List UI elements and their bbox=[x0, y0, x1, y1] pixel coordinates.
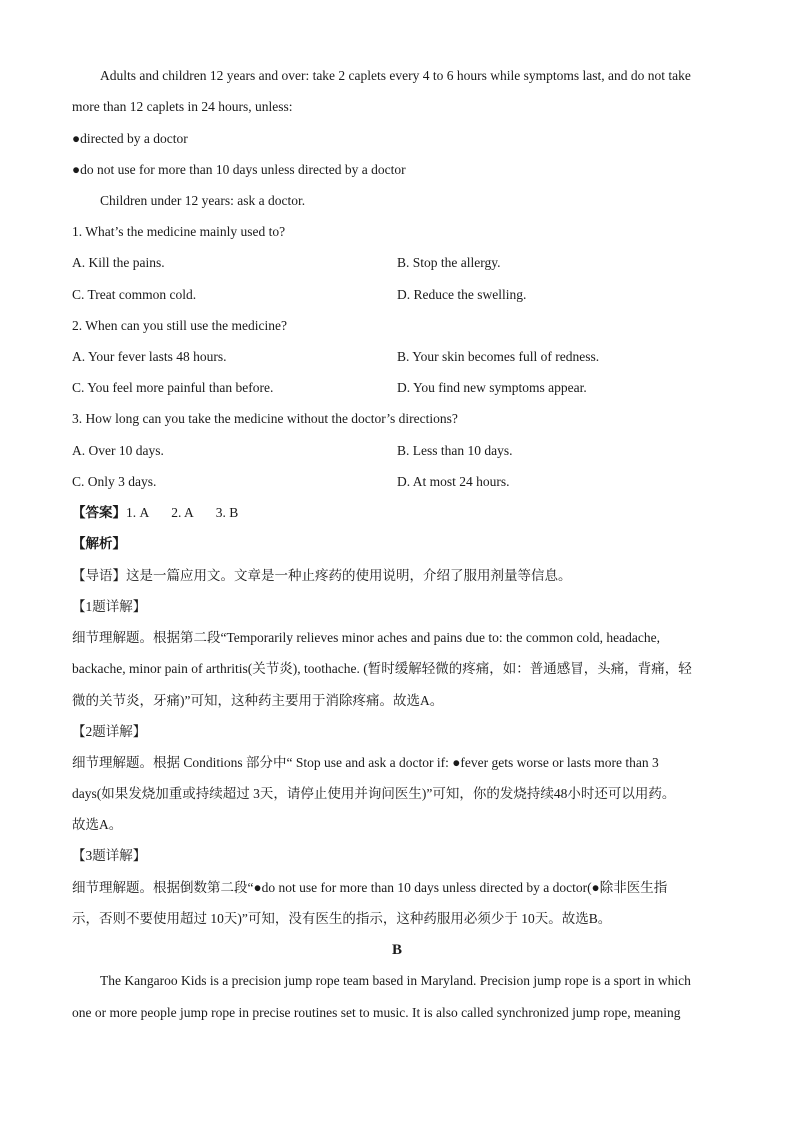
option-b: B. Stop the allergy. bbox=[397, 255, 501, 270]
q1-detail-label: 【1题详解】 bbox=[72, 599, 147, 614]
analysis-intro: 【导语】这是一篇应用文。文章是一种止疼药的使用说明，介绍了服用剂量等信息。 bbox=[72, 568, 572, 583]
q3-detail-line-2: 示，否则不要使用超过 10天)”可知，没有医生的指示，这种药服用必须少于 10天。故选B。 bbox=[72, 911, 612, 926]
passage-line-2: one or more people jump rope in precise routines set to music. It is also called synchronized jump rope, meaning bbox=[72, 1005, 681, 1020]
answer-line bbox=[72, 504, 238, 522]
answer-item: 1. A bbox=[126, 505, 150, 520]
section-heading: B bbox=[391, 942, 402, 958]
adults-directions-line-1: Adults and children 12 years and over: take 2 caplets every 4 to 6 hours while symptoms last, and do not take bbox=[100, 68, 691, 83]
q1-detail-line-1: 细节理解题。根据第二段“Temporarily relieves minor aches and pains due to: the common cold, headache, bbox=[72, 630, 661, 645]
option-a: A. Your fever lasts 48 hours. bbox=[72, 349, 227, 364]
answer-item: 2. A bbox=[171, 505, 194, 520]
option-c: C. Treat common cold. bbox=[72, 287, 197, 302]
q2-detail-line-3: 故选A。 bbox=[72, 817, 123, 832]
bullet-ten-days: ●do not use for more than 10 days unless directed by a doctor bbox=[72, 162, 406, 177]
option-d: D. You find new symptoms appear. bbox=[397, 380, 587, 395]
children-directions: Children under 12 years: ask a doctor. bbox=[100, 193, 306, 208]
q2-detail-label: 【2题详解】 bbox=[72, 724, 147, 739]
q1-detail-line-3: 微的关节炎，牙痛)”可知，这种药主要用于消除疼痛。故选A。 bbox=[72, 693, 444, 708]
passage-line-1: The Kangaroo Kids is a precision jump rope team based in Maryland. Precision jump rope is a sport in which bbox=[100, 973, 691, 988]
option-c: C. You feel more painful than before. bbox=[72, 380, 274, 395]
question-stem: 2. When can you still use the medicine? bbox=[72, 318, 287, 333]
q3-detail-line-1: 细节理解题。根据倒数第二段“●do not use for more than 10 days unless directed by a doctor(●除非医生指 bbox=[72, 880, 668, 895]
option-a: A. Over 10 days. bbox=[72, 443, 164, 458]
answer-label: 【答案】 bbox=[72, 505, 126, 520]
bullet-doctor-directed: ●directed by a doctor bbox=[72, 131, 188, 146]
option-a: A. Kill the pains. bbox=[72, 255, 165, 270]
option-c: C. Only 3 days. bbox=[72, 474, 157, 489]
adults-directions-line-2: more than 12 caplets in 24 hours, unless: bbox=[72, 99, 293, 114]
q2-detail-line-2: days(如果发烧加重或持续超过 3天，请停止使用并询问医生)”可知，你的发烧持续48小时还可以用药。 bbox=[72, 786, 676, 801]
q2-detail-line-1: 细节理解题。根据 Conditions 部分中“ Stop use and ask a doctor if: ●fever gets worse or lasts more than 3 bbox=[72, 755, 659, 770]
q3-detail-label: 【3题详解】 bbox=[72, 848, 147, 863]
question-stem: 3. How long can you take the medicine without the doctor’s directions? bbox=[72, 411, 458, 426]
option-d: D. At most 24 hours. bbox=[397, 474, 510, 489]
option-d: D. Reduce the swelling. bbox=[397, 287, 527, 302]
option-b: B. Less than 10 days. bbox=[397, 443, 513, 458]
analysis-label: 【解析】 bbox=[72, 536, 126, 551]
answer-item: 3. B bbox=[215, 505, 239, 520]
question-stem: 1. What’s the medicine mainly used to? bbox=[72, 224, 286, 239]
q1-detail-line-2: backache, minor pain of arthritis(关节炎), toothache. (暂时缓解轻微的疼痛，如：普通感冒，头痛，背痛，轻 bbox=[72, 661, 692, 676]
option-b: B. Your skin becomes full of redness. bbox=[397, 349, 600, 364]
